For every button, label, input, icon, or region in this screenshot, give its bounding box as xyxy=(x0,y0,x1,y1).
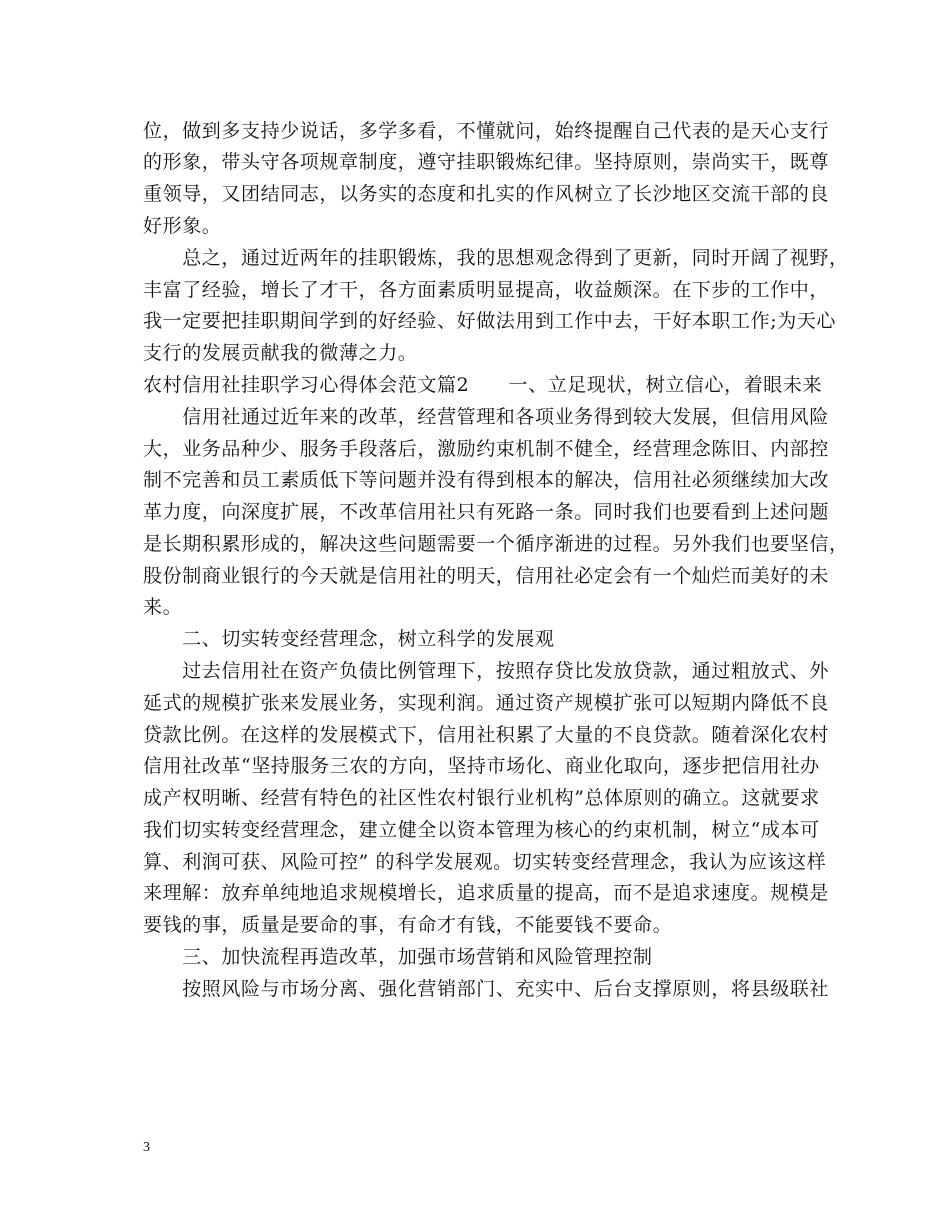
text-line: 支行的发展贡献我的微薄之力。 xyxy=(143,342,418,364)
section-heading-line: 二、切实转变经营理念，树立科学的发展观 xyxy=(143,628,555,650)
page-number: 3 xyxy=(143,1140,150,1155)
text-line: 重领导，又团结同志，以务实的态度和扎实的作风树立了长沙地区交流干部的良 xyxy=(143,183,830,205)
text-line: 好形象。 xyxy=(143,215,222,237)
text-line: 信用社通过近年来的改革，经营管理和各项业务得到较大发展，但信用风险 xyxy=(143,406,830,428)
text-line: 延式的规模扩张来发展业务，实现利润。通过资产规模扩张可以短期内降低不良 xyxy=(143,692,830,714)
text-line: 位，做到多支持少说话，多学多看，不懂就问，始终提醒自己代表的是天心支行 xyxy=(143,120,830,142)
section-heading-line: 农村信用社挂职学习心得体会范文篇2 一、立足现状，树立信心，着眼未来 xyxy=(143,374,823,396)
text-line: 过去信用社在资产负债比例管理下，按照存贷比发放贷款，通过粗放式、外 xyxy=(143,660,830,682)
text-line: 来。 xyxy=(143,596,183,618)
text-line: 算、利润可获、风险可控” 的科学发展观。切实转变经营理念，我认为应该这样 xyxy=(143,851,827,873)
text-line: 是长期积累形成的，解决这些问题需要一个循序渐进的过程。另外我们也要坚信， xyxy=(143,533,849,555)
text-line: 制不完善和员工素质低下等问题并没有得到根本的解决，信用社必须继续加大改 xyxy=(143,469,830,491)
text-line: 贷款比例。在这样的发展模式下，信用社积累了大量的不良贷款。随着深化农村 xyxy=(143,724,830,746)
text-line: 股份制商业银行的今天就是信用社的明天，信用社必定会有一个灿烂而美好的未 xyxy=(143,565,830,587)
text-line: 总之，通过近两年的挂职锻炼，我的思想观念得到了更新，同时开阔了视野， xyxy=(143,247,849,269)
text-line: 我们切实转变经营理念，建立健全以资本管理为核心的约束机制，树立“成本可 xyxy=(143,819,820,841)
text-line: 成产权明晰、经营有特色的社区性农村银行业机构”总体原则的确立。这就要求 xyxy=(143,787,820,809)
text-line: 要钱的事，质量是要命的事，有命才有钱，不能要钱不要命。 xyxy=(143,914,673,936)
text-line: 按照风险与市场分离、强化营销部门、充实中、后台支撑原则，将县级联社 xyxy=(143,978,830,1000)
text-line: 我一定要把挂职期间学到的好经验、好做法用到工作中去，干好本职工作;为天心 xyxy=(143,310,837,332)
text-line: 大，业务品种少、服务手段落后，激励约束机制不健全，经营理念陈旧、内部控 xyxy=(143,438,830,460)
section-heading-line: 三、加快流程再造改革，加强市场营销和风险管理控制 xyxy=(143,946,653,968)
text-line: 信用社改革“坚持服务三农的方向，坚持市场化、商业化取向，逐步把信用社办 xyxy=(143,755,820,777)
text-line: 丰富了经验，增长了才干，各方面素质明显提高，收益颇深。在下步的工作中， xyxy=(143,279,830,301)
text-line: 革力度，向深度扩展，不改革信用社只有死路一条。同时我们也要看到上述问题 xyxy=(143,501,830,523)
text-line: 来理解：放弃单纯地追求规模增长，追求质量的提高，而不是追求速度。规模是 xyxy=(143,882,830,904)
text-line: 的形象，带头守各项规章制度，遵守挂职锻炼纪律。坚持原则，崇尚实干，既尊 xyxy=(143,151,830,173)
